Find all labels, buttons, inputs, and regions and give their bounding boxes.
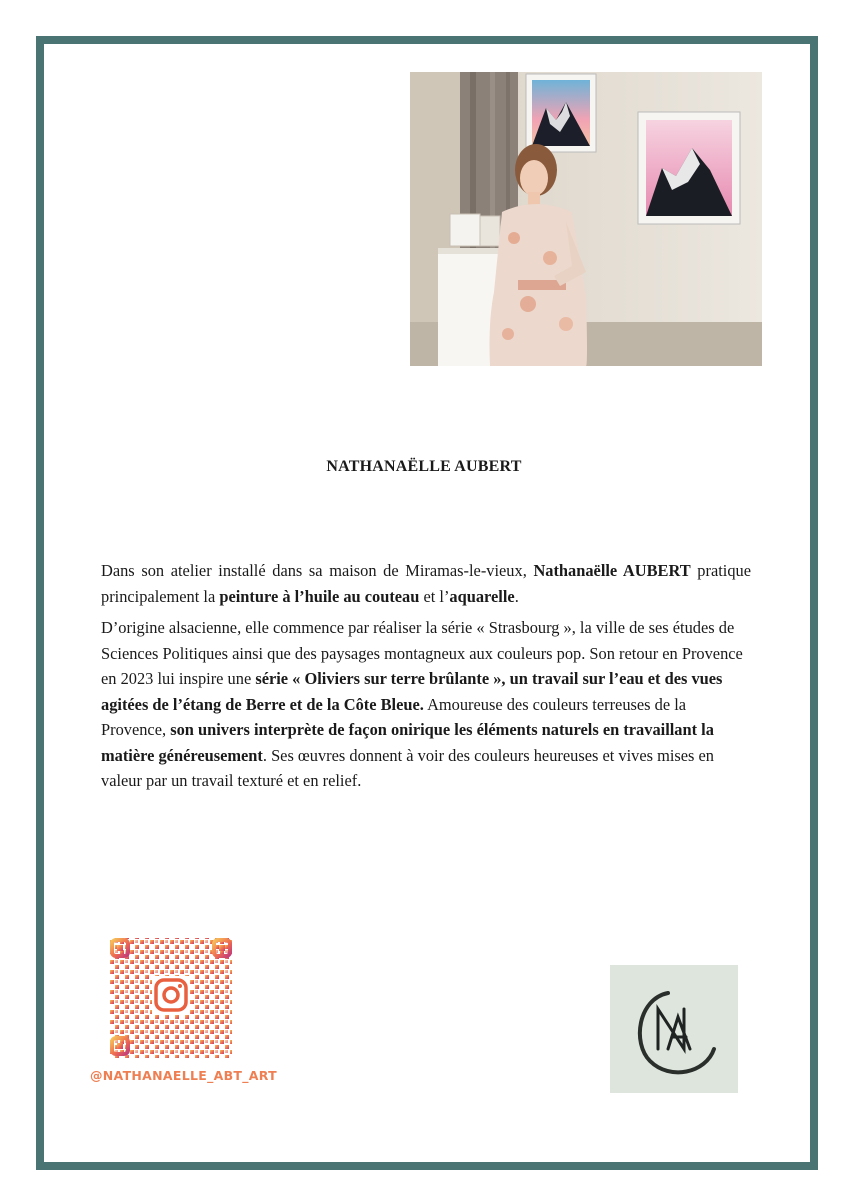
bio-run: D’origine alsacienne, elle commence par réaliser la série « Strasbourg », la ville de ses études de Sciences Politiques ainsi que des paysages montagneux aux couleurs pop. Son retour en Provence en 2023 lui inspire une <box>101 618 743 688</box>
bio-run-bold: son univers interprète de façon onirique les éléments naturels en travaillant la matière généreusement <box>101 720 714 765</box>
na-monogram-logo <box>610 965 738 1093</box>
bio-run-bold: Nathanaëlle AUBERT <box>533 561 691 580</box>
qr-code-graphic <box>100 930 250 1060</box>
na-letters <box>658 1009 690 1049</box>
instagram-qr-code[interactable] <box>100 930 250 1110</box>
bio-run: . Ses œuvres donnent à voir des couleurs heureuses et vives mises en valeur par un travail texturé et en relief. <box>101 745 714 790</box>
artist-photo <box>410 72 762 366</box>
brush-circle <box>640 993 714 1072</box>
bio-run-bold: série « Oliviers sur terre brûlante », un travail sur l’eau et des vues agitées de l’étang de Berre et de la Côte Bleue. <box>101 669 723 714</box>
bio-paragraph-2 <box>101 615 751 794</box>
bio-run: . <box>514 586 519 606</box>
bio-run-bold: peinture à l’huile au couteau <box>219 586 420 606</box>
bio-run: pratique principalement la <box>101 561 752 606</box>
painting-2 <box>638 112 740 224</box>
bio-run: Amoureuse des couleurs terreuses de la Provence, <box>101 694 687 739</box>
bio-paragraph-1 <box>101 558 751 609</box>
bio-run: Dans son atelier installé dans sa maison de Miramas-le-vieux, <box>101 561 534 580</box>
artist-biography <box>101 558 751 800</box>
artist-name-heading: NATHANAËLLE AUBERT <box>326 458 522 475</box>
bio-run: et l’ <box>419 586 450 606</box>
instagram-handle[interactable]: @NATHANAELLE_ABT_ART <box>90 1068 277 1083</box>
bio-run-bold: aquarelle <box>449 586 515 606</box>
painting-1 <box>526 74 596 152</box>
